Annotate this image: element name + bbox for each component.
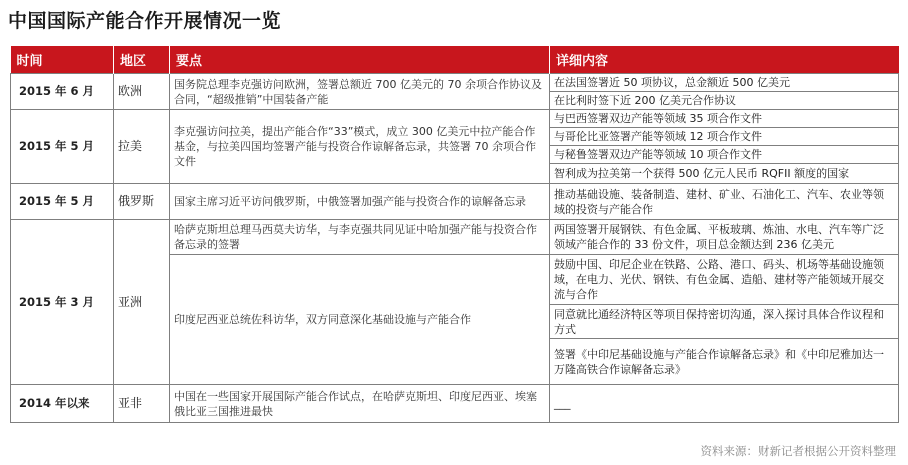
cell-detail: 推动基础设施、装备制造、建材、矿业、石油化工、汽车、农业等领域的投资与产能合作 — [550, 184, 899, 220]
cell-region: 俄罗斯 — [114, 184, 170, 220]
cell-time: 2015 年 6 月 — [11, 74, 114, 110]
cell-time: 2014 年以来 — [11, 385, 114, 423]
cell-region: 亚非 — [114, 385, 170, 423]
cell-detail: ___ — [550, 385, 899, 423]
cell-time: 2015 年 5 月 — [11, 184, 114, 220]
column-header-details: 详细内容 — [550, 46, 899, 74]
cell-time: 2015 年 5 月 — [11, 110, 114, 184]
column-header-region: 地区 — [114, 46, 170, 74]
cell-detail: 签署《中印尼基础设施与产能合作谅解备忘录》和《中印尼雅加达一万隆高铁合作谅解备忘录》 — [550, 339, 899, 385]
cell-region: 欧洲 — [114, 74, 170, 110]
column-header-time: 时间 — [11, 46, 114, 74]
cell-detail: 智利成为拉美第一个获得 500 亿元人民币 RQFII 额度的国家 — [550, 164, 899, 184]
page-title: 中国国际产能合作开展情况一览 — [8, 10, 282, 32]
cell-detail: 同意就比通经济特区等项目保持密切沟通，深入探讨具体合作议程和方式 — [550, 305, 899, 339]
cell-detail: 与巴西签署双边产能等领域 35 项合作文件 — [550, 110, 899, 128]
table-row — [11, 74, 899, 92]
cell-detail: 鼓励中国、印尼企业在铁路、公路、港口、码头、机场等基础设施领域，在电力、光伏、钢铁、有色金属、造船、建材等产能领域开展交流与合作 — [550, 255, 899, 305]
cell-region: 拉美 — [114, 110, 170, 184]
cell-points: 中国在一些国家开展国际产能合作试点，在哈萨克斯坦、印度尼西亚、埃塞俄比亚三国推进最快 — [170, 385, 550, 423]
table-header-row — [11, 46, 899, 74]
table-row — [11, 385, 899, 423]
cell-points: 国家主席习近平访问俄罗斯，中俄签署加强产能与投资合作的谅解备忘录 — [170, 184, 550, 220]
source-note: 资料来源：财新记者根据公开资料整理 — [700, 444, 896, 458]
cell-time: 2015 年 3 月 — [11, 220, 114, 385]
cell-detail: 与秘鲁签署双边产能等领域 10 项合作文件 — [550, 146, 899, 164]
cell-points: 哈萨克斯坦总理马西莫夫访华，与李克强共同见证中哈加强产能与投资合作备忘录的签署 — [170, 220, 550, 255]
capacity-cooperation-table — [10, 46, 899, 423]
cell-detail: 在法国签署近 50 项协议，总金额近 500 亿美元 — [550, 74, 899, 92]
cell-points: 印度尼西亚总统佐科访华，双方同意深化基础设施与产能合作 — [170, 255, 550, 385]
table-row — [11, 220, 899, 255]
table-row — [11, 184, 899, 220]
cell-points: 李克强访问拉美，提出产能合作“33”模式，成立 300 亿美元中拉产能合作基金，与拉美四国均签署产能与投资合作谅解备忘录，共签署 70 余项合作文件 — [170, 110, 550, 184]
cell-detail: 两国签署开展钢铁、有色金属、平板玻璃、炼油、水电、汽车等广泛领域产能合作的 33 份文件，项目总金额达到 236 亿美元 — [550, 220, 899, 255]
cell-detail: 在比利时签下近 200 亿美元合作协议 — [550, 92, 899, 110]
table-row — [11, 110, 899, 128]
column-header-points: 要点 — [170, 46, 550, 74]
cell-region: 亚洲 — [114, 220, 170, 385]
cell-detail: 与哥伦比亚签署产能等领域 12 项合作文件 — [550, 128, 899, 146]
cell-points: 国务院总理李克强访问欧洲，签署总额近 700 亿美元的 70 余项合作协议及合同，“超级推销”中国装备产能 — [170, 74, 550, 110]
